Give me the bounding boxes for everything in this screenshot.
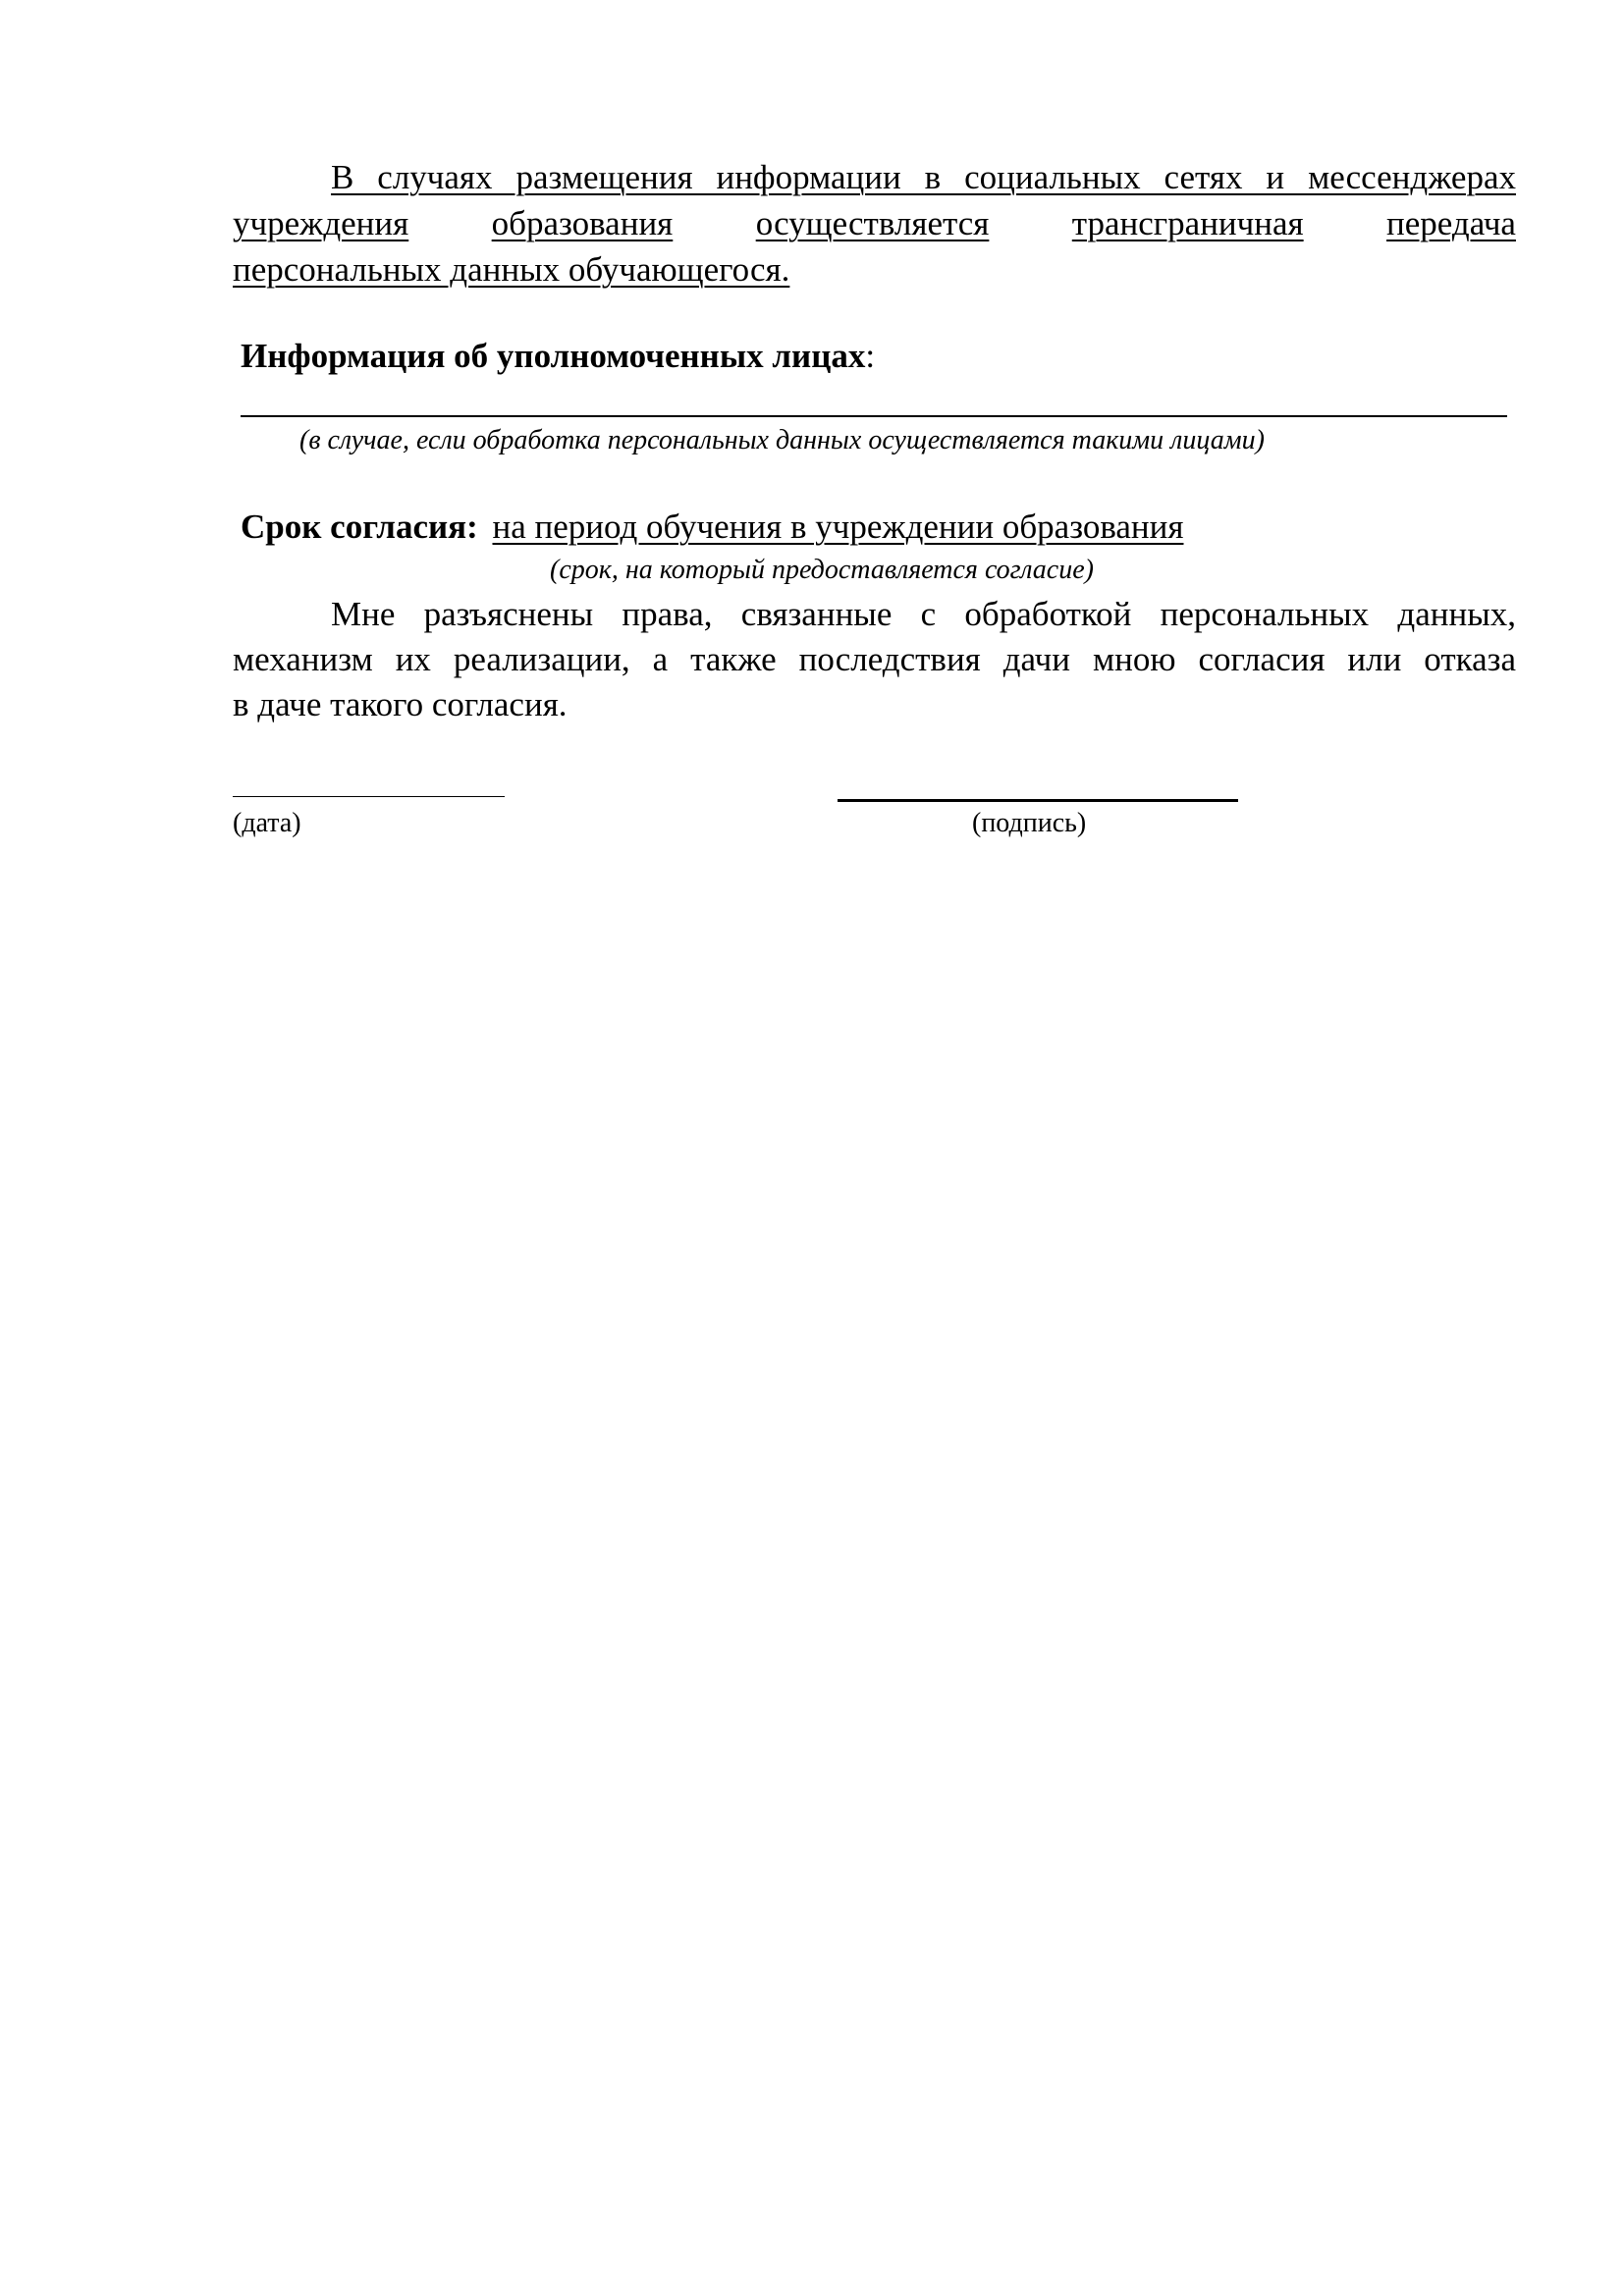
term-row (241, 507, 1183, 548)
paragraph1-word: учреждения (233, 204, 409, 242)
signature-label: (подпись) (972, 808, 1087, 838)
term-value: на период обучения в учреждении образования (492, 507, 1184, 546)
paragraph1-word: трансграничная (1071, 204, 1304, 242)
paragraph2-line2: механизм их реализации, а также последствия дачи мною согласия или отказа (233, 640, 1516, 678)
paragraph1-line2 (233, 203, 1516, 244)
term-label: Срок согласия: (241, 507, 478, 546)
paragraph2-line1: Мне разъяснены права, связанные с обработкой персональных данных, (331, 595, 1516, 633)
paragraph1-word: осуществляется (755, 204, 990, 242)
date-label: (дата) (233, 808, 301, 838)
paragraph1-line3: персональных данных обучающегося. (233, 250, 790, 289)
authorized-heading (241, 336, 875, 377)
paragraph1-word: образования (491, 204, 674, 242)
paragraph1-line1: В случаях размещения информации в социальных сетях и мессенджерах (331, 158, 1516, 196)
signature-blank-line[interactable] (838, 799, 1238, 802)
authorized-blank-line[interactable] (241, 415, 1507, 417)
paragraph1-word: передача (1386, 204, 1516, 242)
term-note: (срок, на который предоставляется согласие) (550, 555, 1094, 585)
paragraph2-line3: в даче такого согласия. (233, 685, 568, 723)
authorized-label: Информация об уполномоченных лицах (241, 337, 866, 375)
authorized-colon: : (865, 337, 876, 375)
authorized-note: (в случае, если обработка персональных данных осуществляется такими лицами) (299, 425, 1265, 455)
date-blank-line[interactable] (233, 796, 505, 797)
